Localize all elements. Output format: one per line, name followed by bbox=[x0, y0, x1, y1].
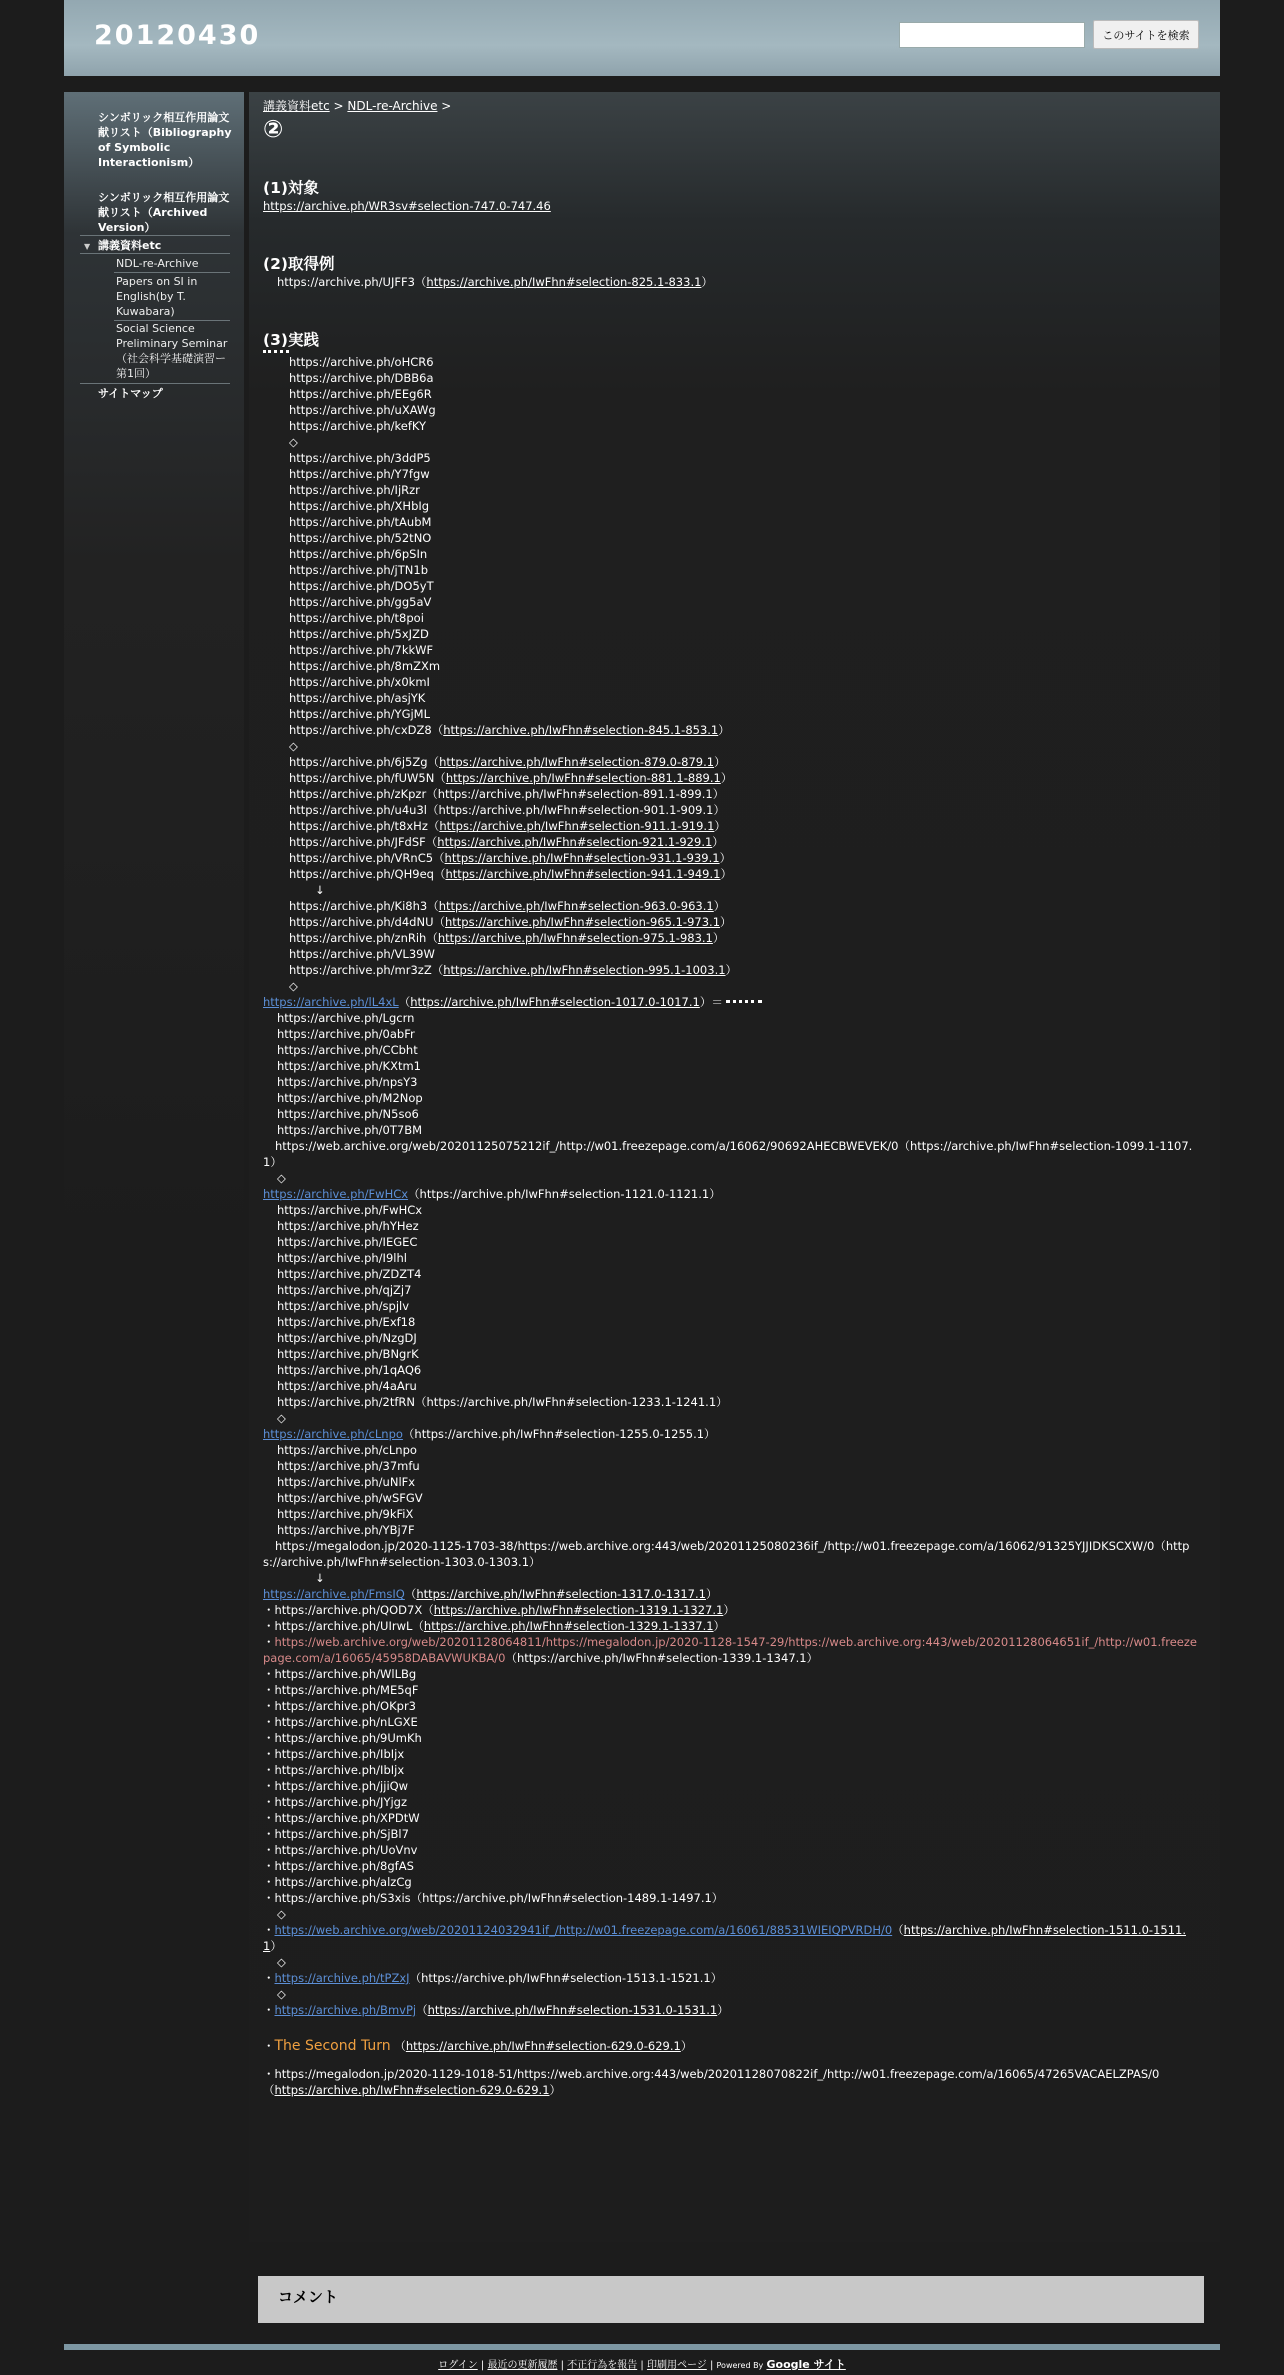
list-item: https://archive.ph/NzgDJ bbox=[277, 1331, 417, 1345]
section-heading-target: (1)対象 bbox=[263, 179, 319, 197]
list-item: ・https://megalodon.jp/2020-1129-1018-51/https://web.archive.org:443/web/20201128070822if_/http://w01.freezepage.com/a/16065/47265VACAELZPAS/0 bbox=[263, 2067, 1160, 2081]
list-item: https://archive.ph/XHbIg bbox=[289, 499, 430, 513]
list-item: https://archive.ph/qjZj7 bbox=[277, 1283, 412, 1297]
list-item: https://archive.ph/37mfu bbox=[277, 1459, 420, 1473]
list-item: https://archive.ph/QH9eq（https://archive.ph/IwFhn#selection-941.1-949.1） bbox=[289, 867, 732, 881]
sidebar-item-lecture-materials[interactable]: 講義資料etc bbox=[98, 239, 162, 252]
breadcrumb: 講義資料etc > NDL-re-Archive > bbox=[263, 99, 452, 113]
list-item: ・https://archive.ph/UoVnv bbox=[263, 1843, 418, 1857]
list-item: https://archive.ph/DO5yT bbox=[289, 579, 434, 593]
list-item: ・https://archive.ph/nLGXE bbox=[263, 1715, 418, 1729]
diamond-icon: ◇ bbox=[277, 1411, 286, 1425]
sidebar-item-papers-on-si[interactable]: Papers on SI in English(by T. Kuwabara) bbox=[116, 275, 198, 318]
list-item: ・https://archive.ph/alzCg bbox=[263, 1875, 412, 1889]
sidebar-item-archived-version[interactable]: シンボリック相互作用論文献リスト（Archived Version） bbox=[98, 191, 230, 234]
list-item: https://archive.ph/uXAWg bbox=[289, 403, 436, 417]
list-item: https://archive.ph/fUW5N（https://archive.ph/IwFhn#selection-881.1-889.1） bbox=[289, 771, 733, 785]
search-input[interactable] bbox=[899, 22, 1085, 48]
diamond-icon: ◇ bbox=[277, 1907, 286, 1921]
diamond-icon: ◇ bbox=[277, 1171, 286, 1185]
list-item: https://archive.ph/npsY3 bbox=[277, 1075, 418, 1089]
sidebar bbox=[64, 92, 244, 1272]
list-item: https://archive.ph/5xJZD bbox=[289, 627, 429, 641]
list-item: https://archive.ph/d4dNU（https://archive.ph/IwFhn#selection-965.1-973.1） bbox=[289, 915, 732, 929]
diamond-icon: ◇ bbox=[289, 979, 298, 993]
list-item: https://archive.ph/KXtm1 bbox=[277, 1059, 421, 1073]
list-item: https://archive.ph/EEg6R bbox=[289, 387, 432, 401]
list-item: https://archive.ph/tAubM bbox=[289, 515, 432, 529]
list-item: https://archive.ph/VL39W bbox=[289, 947, 435, 961]
list-item: https://archive.ph/FwHCx（https://archive.ph/IwFhn#selection-1121.0-1121.1） bbox=[263, 1187, 721, 1201]
list-item: https://archive.ph/VRnC5（https://archive.ph/IwFhn#selection-931.1-939.1） bbox=[289, 851, 732, 865]
recent-changes-link[interactable]: 最近の更新履歴 bbox=[487, 2360, 558, 2371]
comment-section bbox=[258, 2276, 1204, 2323]
list-item: ・https://archive.ph/jjiQw bbox=[263, 1779, 409, 1793]
list-item: https://archive.ph/wSFGV bbox=[277, 1491, 423, 1505]
list-item: https://archive.ph/2tfRN（https://archive.ph/IwFhn#selection-1233.1-1241.1） bbox=[277, 1395, 728, 1409]
list-item: ・https://archive.ph/OKpr3 bbox=[263, 1699, 416, 1713]
main-content bbox=[249, 92, 1220, 2242]
list-item: https://archive.ph/7kkWF bbox=[289, 643, 434, 657]
search-button[interactable]: このサイトを検索 bbox=[1093, 20, 1199, 49]
list-item: https://archive.ph/Lgcrn bbox=[277, 1011, 415, 1025]
list-item: https://archive.ph/YBj7F bbox=[277, 1523, 415, 1537]
list-item: https://archive.ph/UJFF3（https://archive.ph/IwFhn#selection-825.1-833.1） bbox=[277, 275, 713, 289]
list-item: ・https://archive.ph/IbIjx bbox=[263, 1763, 405, 1777]
list-item: https://archive.ph/Y7fgw bbox=[289, 467, 430, 481]
list-item: ・https://archive.ph/ME5qF bbox=[263, 1683, 419, 1697]
list-item: https://archive.ph/Exf18 bbox=[277, 1315, 416, 1329]
list-item: https://archive.ph/uNlFx bbox=[277, 1475, 416, 1489]
list-item: https://archive.ph/oHCR6 bbox=[289, 355, 434, 369]
list-item: https://archive.ph/cxDZ8（https://archive.ph/IwFhn#selection-845.1-853.1） bbox=[289, 723, 730, 737]
breadcrumb-lecture-materials[interactable]: 講義資料etc bbox=[263, 99, 330, 113]
list-item: https://archive.ph/cLnpo（https://archive.ph/IwFhn#selection-1255.0-1255.1） bbox=[263, 1427, 716, 1441]
down-arrow-icon: ↓ bbox=[315, 883, 325, 897]
breadcrumb-ndl-re-archive[interactable]: NDL-re-Archive bbox=[347, 99, 438, 113]
list-item: https://archive.ph/YGjML bbox=[289, 707, 431, 721]
login-link[interactable]: ログイン bbox=[438, 2360, 478, 2371]
list-item: https://archive.ph/JFdSF（https://archive.ph/IwFhn#selection-921.1-929.1） bbox=[289, 835, 724, 849]
list-item: ・https://archive.ph/UIrwL（https://archive.ph/IwFhn#selection-1329.1-1337.1） bbox=[263, 1619, 726, 1633]
site-title: 20120430 bbox=[94, 20, 261, 51]
diamond-icon: ◇ bbox=[277, 1955, 286, 1969]
footer: ログイン | 最近の更新履歴 | 不正行為を報告 | 印刷用ページ | Powered By Google サイト bbox=[438, 2358, 846, 2371]
list-item: ・https://archive.ph/QOD7X（https://archive.ph/IwFhn#selection-1319.1-1327.1） bbox=[263, 1603, 735, 1617]
list-item: https://archive.ph/6pSIn bbox=[289, 547, 428, 561]
list-item: ・https://archive.ph/tPZxJ（https://archive.ph/IwFhn#selection-1513.1-1521.1） bbox=[263, 1971, 723, 1985]
sidebar-item-social-science-seminar[interactable]: Social Science Preliminary Seminar（社会科学基礎演習ー第1回） bbox=[116, 322, 228, 380]
sidebar-divider bbox=[80, 383, 230, 384]
diamond-icon: ◇ bbox=[289, 739, 298, 753]
list-item: https://archive.ph/ZDZT4 bbox=[277, 1267, 422, 1281]
list-item: https://archive.ph/gg5aV bbox=[289, 595, 432, 609]
list-item: https://archive.ph/Ki8h3（https://archive.ph/IwFhn#selection-963.0-963.1） bbox=[289, 899, 726, 913]
expand-triangle-icon[interactable]: ▼ bbox=[84, 242, 91, 251]
list-item: https://archive.ph/IjRzr bbox=[289, 483, 420, 497]
list-item: ・https://archive.ph/JYjgz bbox=[263, 1795, 407, 1809]
list-item: ・https://web.archive.org/web/20201124032941if_/http://w01.freezepage.com/a/16061/88531WIEIQPVRDH/0（https://archive.ph/IwFhn#selection-1511.0-1511.1） bbox=[263, 1923, 1186, 1953]
list-item: https://archive.ph/cLnpo bbox=[277, 1443, 417, 1457]
list-item: https://archive.ph/lL4xL（https://archive.ph/IwFhn#selection-1017.0-1017.1）＝ bbox=[263, 994, 1203, 1010]
list-item: https://archive.ph/6j5Zg（https://archive.ph/IwFhn#selection-879.0-879.1） bbox=[289, 755, 726, 769]
list-item: https://archive.ph/zKpzr（https://archive.ph/IwFhn#selection-891.1-899.1） bbox=[289, 787, 725, 801]
list-item: https://archive.ph/x0kmI bbox=[289, 675, 430, 689]
dotted-marker bbox=[726, 1000, 762, 1003]
report-abuse-link[interactable]: 不正行為を報告 bbox=[567, 2360, 638, 2371]
list-item: https://archive.ph/0abFr bbox=[277, 1027, 415, 1041]
list-item: https://archive.ph/M2Nop bbox=[277, 1091, 423, 1105]
list-item: https://archive.ph/mr3zZ（https://archive.ph/IwFhn#selection-995.1-1003.1） bbox=[289, 963, 738, 977]
powered-by-label: Powered By bbox=[716, 2361, 764, 2370]
second-turn-title: The Second Turn bbox=[274, 2038, 391, 2054]
print-page-link[interactable]: 印刷用ページ bbox=[646, 2360, 707, 2371]
sidebar-item-ndl-re-archive[interactable]: NDL-re-Archive bbox=[116, 257, 199, 270]
comment-title: コメント bbox=[278, 2288, 339, 2306]
list-item: https://archive.ph/I9lhl bbox=[277, 1251, 407, 1265]
sidebar-divider bbox=[114, 272, 230, 273]
list-item: https://archive.ph/8mZXm bbox=[289, 659, 441, 673]
list-item: ・https://archive.ph/8gfAS bbox=[263, 1859, 414, 1873]
section-heading-practice: (3)実践 bbox=[263, 331, 319, 349]
site-header bbox=[64, 0, 1220, 76]
sidebar-item-bibliography[interactable]: シンボリック相互作用論文献リスト（Bibliography of Symbolic Interactionism） bbox=[98, 111, 232, 169]
list-item: https://megalodon.jp/2020-1125-1703-38/https://web.archive.org:443/web/20201125080236if_/http://w01.freezepage.com/a/16062/91325YJJIDKSCXW/0（https://archive.ph/IwFhn#selection-1303.0-1303.1） bbox=[263, 1539, 1190, 1569]
diamond-icon: ◇ bbox=[289, 435, 298, 449]
list-item: https://web.archive.org/web/20201125075212if_/http://w01.freezepage.com/a/16062/90692AHECBWEVEK/0（https://archive.ph/IwFhn#selection-1099.1-1107.1） bbox=[263, 1139, 1193, 1169]
sidebar-divider bbox=[80, 235, 230, 236]
list-item: ・https://archive.ph/9UmKh bbox=[263, 1731, 422, 1745]
list-item: https://archive.ph/hYHez bbox=[277, 1219, 419, 1233]
target-link[interactable]: https://archive.ph/WR3sv#selection-747.0-747.46 bbox=[263, 199, 551, 213]
google-sites-link[interactable]: Google サイト bbox=[766, 2358, 846, 2371]
list-item: ・https://archive.ph/IbIjx bbox=[263, 1747, 405, 1761]
sidebar-divider bbox=[80, 253, 230, 254]
list-item: https://archive.ph/kefKY bbox=[289, 419, 427, 433]
diamond-icon: ◇ bbox=[277, 1987, 286, 2001]
list-item: https://archive.ph/u4u3l（https://archive.ph/IwFhn#selection-901.1-909.1） bbox=[289, 803, 725, 817]
list-item: https://archive.ph/t8poi bbox=[289, 611, 424, 625]
list-item: ・https://archive.ph/BmvPj（https://archive.ph/IwFhn#selection-1531.0-1531.1） bbox=[263, 2003, 729, 2017]
list-item: https://archive.ph/IEGEC bbox=[277, 1235, 418, 1249]
list-item: https://archive.ph/CCbht bbox=[277, 1043, 418, 1057]
list-item: ・https://archive.ph/S3xis（https://archive.ph/IwFhn#selection-1489.1-1497.1） bbox=[263, 1891, 724, 1905]
list-item: ・https://archive.ph/XPDtW bbox=[263, 1811, 420, 1825]
list-item: https://archive.ph/4aAru bbox=[277, 1379, 417, 1393]
list-item: ・The Second Turn （https://archive.ph/IwFhn#selection-629.0-629.1） bbox=[263, 2038, 693, 2054]
list-item: ・https://web.archive.org/web/20201128064811/https://megalodon.jp/2020-1128-1547-29/https://web.archive.org:443/web/20201128064651if_/http://w01.freezepage.com/a/16065/45958DABAVWUKBA/0（https://archive.ph/IwFhn#selection-1339.1-1347.1） bbox=[263, 1635, 1197, 1665]
list-item: https://archive.ph/DBB6a bbox=[289, 371, 434, 385]
list-item: https://archive.ph/FmsIQ（https://archive.ph/IwFhn#selection-1317.0-1317.1） bbox=[263, 1587, 718, 1601]
list-item: https://archive.ph/N5so6 bbox=[277, 1107, 419, 1121]
list-item: ・https://archive.ph/WlLBg bbox=[263, 1667, 417, 1681]
page-title: ② bbox=[263, 115, 284, 143]
list-item: https://archive.ph/0T7BM bbox=[277, 1123, 423, 1137]
sidebar-item-sitemap[interactable]: サイトマップ bbox=[98, 387, 163, 400]
list-item: https://archive.ph/asjYK bbox=[289, 691, 426, 705]
list-item: ・https://archive.ph/SjBl7 bbox=[263, 1827, 409, 1841]
list-item: https://archive.ph/znRih（https://archive.ph/IwFhn#selection-975.1-983.1） bbox=[289, 931, 725, 945]
section-heading-example: (2)取得例 bbox=[263, 255, 335, 273]
list-item: https://archive.ph/BNgrK bbox=[277, 1347, 419, 1361]
list-item: （https://archive.ph/IwFhn#selection-629.0-629.1） bbox=[263, 2083, 562, 2097]
list-item: https://archive.ph/3ddP5 bbox=[289, 451, 431, 465]
down-arrow-icon: ↓ bbox=[315, 1571, 325, 1585]
list-item: https://archive.ph/t8xHz（https://archive.ph/IwFhn#selection-911.1-919.1） bbox=[289, 819, 726, 833]
list-item: https://archive.ph/52tNO bbox=[289, 531, 432, 545]
list-item: https://archive.ph/FwHCx bbox=[277, 1203, 423, 1217]
list-item: https://archive.ph/1qAQ6 bbox=[277, 1363, 422, 1377]
list-item: https://archive.ph/spjlv bbox=[277, 1299, 410, 1313]
footer-divider bbox=[64, 2344, 1220, 2350]
list-item: https://archive.ph/jTN1b bbox=[289, 563, 428, 577]
list-item: https://archive.ph/9kFiX bbox=[277, 1507, 414, 1521]
